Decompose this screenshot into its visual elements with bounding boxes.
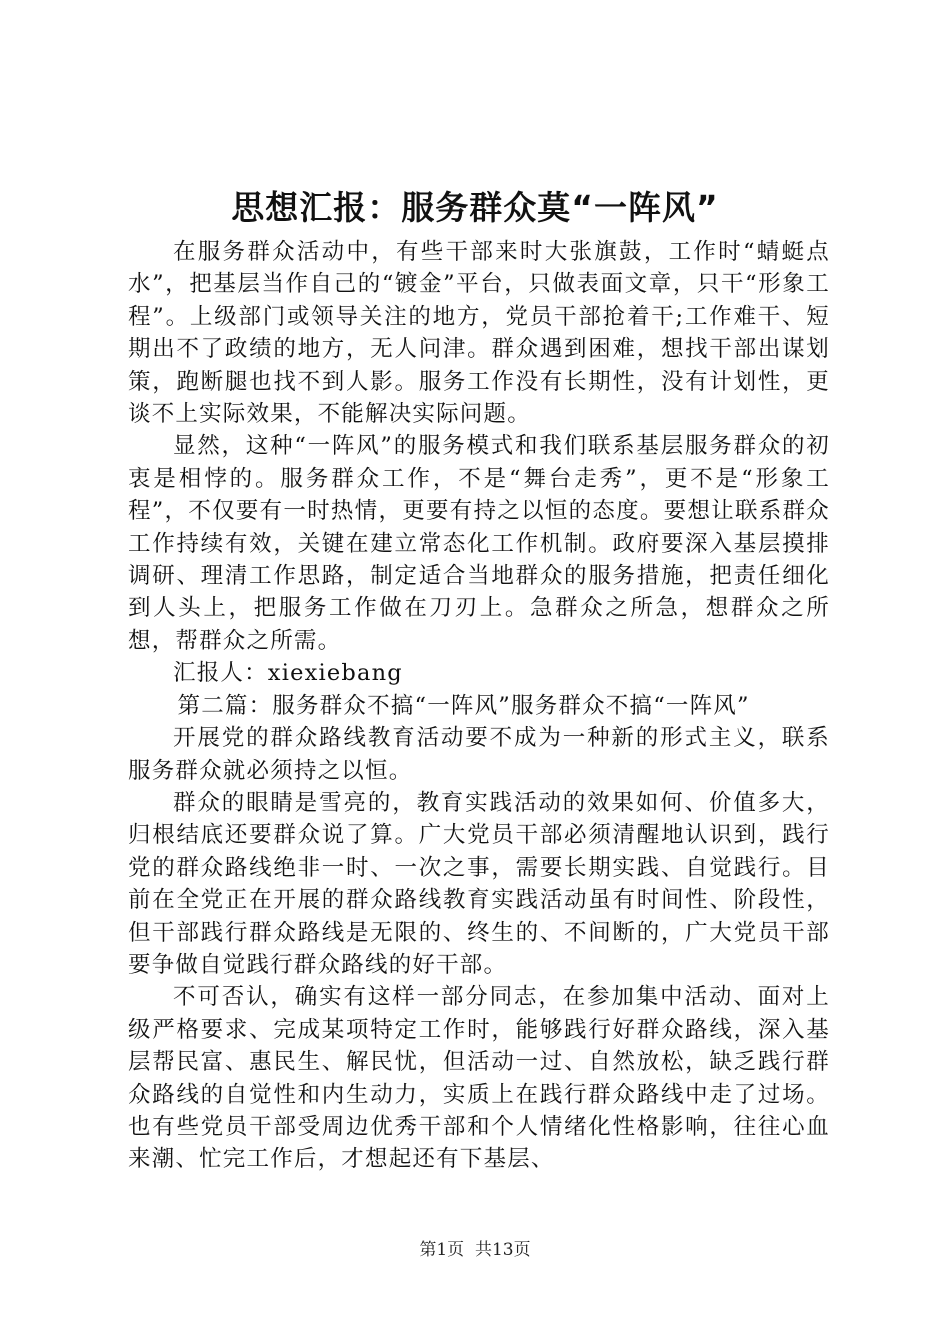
paragraph: 显然，这种“一阵风”的服务模式和我们联系基层服务群众的初衷是相悖的。服务群众工作，不是“舞台走秀”，更不是“形象工程”，不仅要有一时热情，更要有持之以恒的态度。要想让联系群众工作持续有效，关键在建立常态化工作机制。政府要深入基层摸排调研、理清工作思路，制定适合当地群众的服务措施，把责任细化到人头上，把服务工作做在刀刃上。急群众之所急，想群众之所想，帮群众之所需。 (128, 433, 830, 654)
section-heading: 第二篇：服务群众不搞“一阵风”服务群众不搞“一阵风” (177, 692, 750, 719)
reporter-line: 汇报人：xiexiebang (173, 660, 403, 687)
paragraph: 不可否认，确实有这样一部分同志，在参加集中活动、面对上级严格要求、完成某项特定工作时，能够践行好群众路线，深入基层帮民富、惠民生、解民忧，但活动一过、自然放松，缺乏践行群众路线的自觉性和内生动力，实质上在践行群众路线中走了过场。也有些党员干部受周边优秀干部和个人情绪化性格影响，往往心血来潮、忙完工作后，才想起还有下基层、 (128, 984, 830, 1173)
paragraph: 群众的眼睛是雪亮的，教育实践活动的效果如何、价值多大，归根结底还要群众说了算。广大党员干部必须清醒地认识到，践行党的群众路线绝非一时、一次之事，需要长期实践、自觉践行。目前在全党正在开展的群众路线教育实践活动虽有时间性、阶段性，但干部践行群众路线是无限的、终生的、不间断的，广大党员干部要争做自觉践行群众路线的好干部。 (128, 789, 830, 978)
page-footer (0, 1238, 950, 1262)
paragraph: 在服务群众活动中，有些干部来时大张旗鼓，工作时“蜻蜓点水”，把基层当作自己的“镀金”平台，只做表面文章，只干“形象工程”。上级部门或领导关注的地方，党员干部抢着干;工作难干、短期出不了政绩的地方，无人问津。群众遇到困难，想找干部出谋划策，跑断腿也找不到人影。服务工作没有长期性，没有计划性，更谈不上实际效果，不能解决实际问题。 (128, 239, 830, 428)
paragraph: 开展党的群众路线教育活动要不成为一种新的形式主义，联系服务群众就必须持之以恒。 (128, 725, 830, 784)
document-body (128, 236, 830, 1176)
page-number-label: 第1页 共13页 (419, 1240, 531, 1260)
document-title: 思想汇报：服务群众莫“一阵风” (231, 188, 719, 227)
